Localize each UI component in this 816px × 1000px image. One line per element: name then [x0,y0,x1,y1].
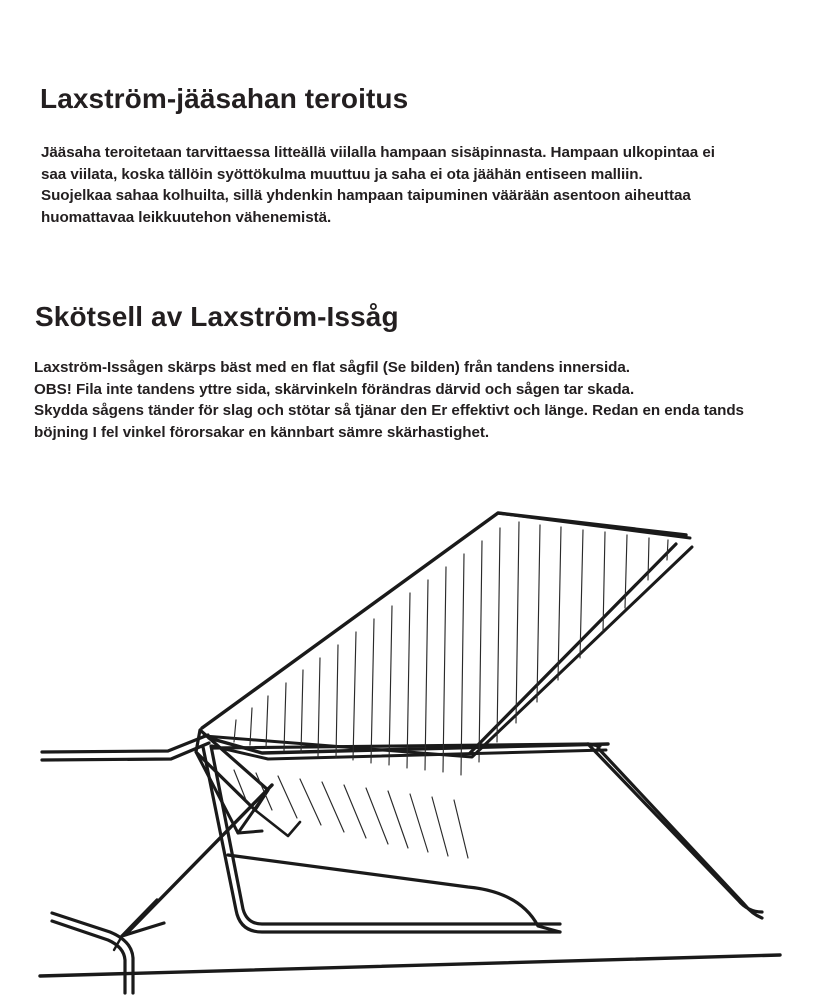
paragraph-swedish-line-4: böjning I fel vinkel förorsakar en kännbart sämre skärhastighet. [34,423,490,441]
file-end-face-hatching [234,770,468,858]
technical-drawing-figure [0,480,816,1000]
paragraph-swedish-line-2: OBS! Fila inte tandens yttre sida, skärvinkeln förändras därvid och sågen tar skada. [34,380,635,398]
heading-finnish: Laxström-jääsahan teroitus [40,82,409,114]
flat-file-body [202,513,692,757]
paragraph-swedish-line-1: Laxström-Issågen skärps bäst med en flat sågfil (Se bilden) från tandens innersida. [34,359,630,376]
paragraph-finnish-line-1: Jääsaha teroitetaan tarvittaessa litteällä viilalla hampaan sisäpinnasta. Hampaan ulkopintaa ei [41,144,715,161]
paragraph-finnish [41,142,771,228]
paragraph-swedish-line-3: Skydda sågens tänder för slag och stötar så tjänar den Er effektivt och länge. Redan en enda tands [34,402,744,419]
paragraph-finnish-line-2: saa viilata, koska tällöin syöttökulma muuttuu ja saha ei ota jäähän entiseen malliin. [41,165,643,183]
paragraph-swedish [34,357,779,443]
saw-sharpening-diagram [0,480,816,1000]
ground-line [40,955,780,976]
paragraph-finnish-line-4: huomattavaa leikkuutehon vähenemistä. [41,208,332,226]
paragraph-finnish-line-3: Suojelkaa sahaa kolhuilta, sillä yhdenkin hampaan taipuminen väärään asentoon aiheuttaa [41,187,691,204]
heading-swedish: Skötsell av Laxström-Issåg [35,300,399,332]
file-hatching [234,522,668,775]
direction-arrow [114,785,272,950]
saw-blade-outline [42,735,762,993]
